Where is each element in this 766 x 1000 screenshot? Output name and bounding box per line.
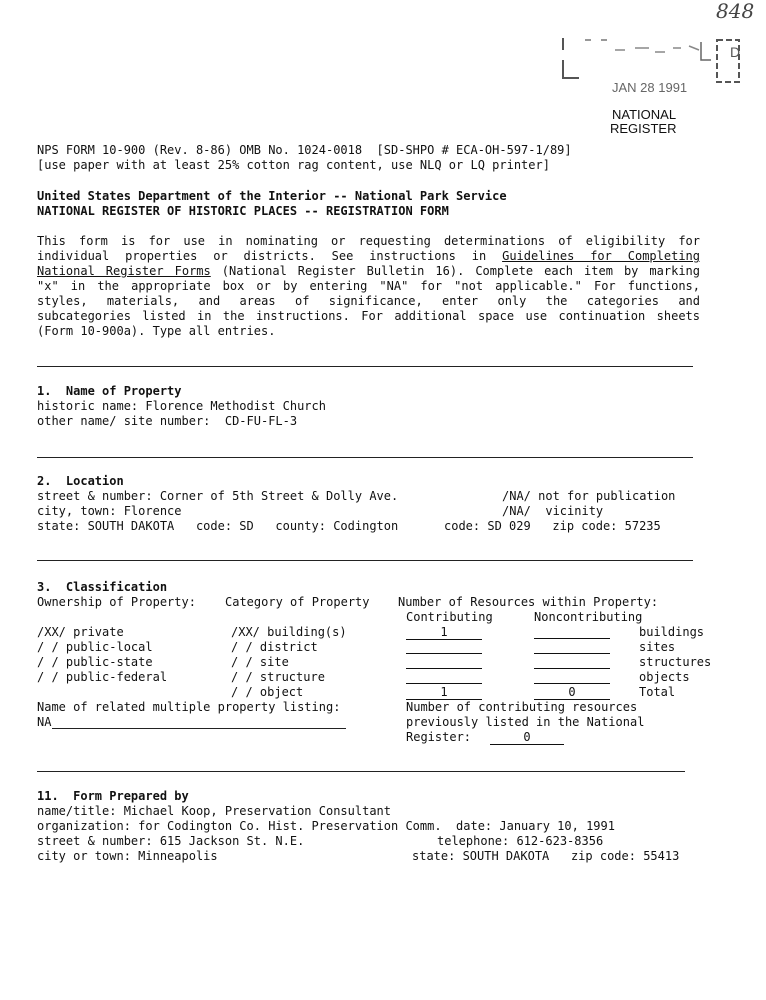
historic-name: historic name: Florence Methodist Church <box>37 399 326 413</box>
related-listing-blank <box>52 728 346 729</box>
location-state: state: SOUTH DAKOTA code: SD county: Codington <box>37 519 399 533</box>
category-object: / / object <box>231 685 304 699</box>
vicinity: /NA/ vicinity <box>502 504 604 518</box>
instructions-line-3 <box>37 264 700 279</box>
related-listing-label: Name of related multiple property listing: <box>37 700 341 714</box>
form-header-line1: NPS FORM 10-900 (Rev. 8-86) OMB No. 1024-0018 [SD-SHPO # ECA-OH-597-1/89] <box>37 143 572 157</box>
contributing-count <box>406 640 482 654</box>
previously-listed-line3: Register: <box>406 730 472 744</box>
resource-type-label: objects <box>639 670 690 684</box>
agency-line2: NATIONAL REGISTER OF HISTORIC PLACES -- REGISTRATION FORM <box>37 204 449 218</box>
noncontributing-total: 0 <box>534 686 610 700</box>
previously-listed-field <box>490 730 564 745</box>
noncontributing-count <box>534 655 610 669</box>
instructions-line-5: styles, materials, and areas of significance, enter only the categories and <box>37 294 700 308</box>
handwritten-note: 848 <box>716 0 755 23</box>
ownership-public-state: / / public-state <box>37 655 153 669</box>
register-label-line1: NATIONAL <box>612 107 677 122</box>
instructions-paragraph <box>37 234 700 339</box>
stamp-letter: D <box>730 44 741 60</box>
previously-listed-count: 0 <box>490 731 564 745</box>
divider <box>37 560 693 561</box>
ownership-public-federal: / / public-federal <box>37 670 168 684</box>
preparer-street: street & number: 615 Jackson St. N.E. <box>37 834 305 848</box>
section11-heading: 11. Form Prepared by <box>37 789 189 803</box>
ownership-label: Ownership of Property: <box>37 595 196 609</box>
register-label-line2: REGISTER <box>610 121 677 136</box>
ownership-private: /XX/ private <box>37 625 124 639</box>
previously-listed-line1: Number of contributing resources <box>406 700 638 714</box>
instructions-line-2a: individual properties or districts. See instructions in <box>37 249 487 263</box>
divider <box>37 457 693 458</box>
location-city: city, town: Florence <box>37 504 182 518</box>
divider <box>37 366 693 367</box>
other-name: other name/ site number: CD-FU-FL-3 <box>37 414 298 428</box>
category-structure: / / structure <box>231 670 325 684</box>
noncontributing-count <box>534 625 610 639</box>
resource-type-label: Total <box>639 685 676 699</box>
previously-listed-line2: previously listed in the National <box>406 715 645 729</box>
resource-row <box>406 625 482 640</box>
category-site: / / site <box>231 655 289 669</box>
preparer-city: city or town: Minneapolis <box>37 849 218 863</box>
section1-heading: 1. Name of Property <box>37 384 182 398</box>
resource-row <box>406 685 482 700</box>
agency-line1: United States Department of the Interior -- National Park Service <box>37 189 507 203</box>
contributing-total: 1 <box>406 686 482 700</box>
preparer-state-zip: state: SOUTH DAKOTA zip code: 55413 <box>412 849 680 863</box>
noncontributing-count <box>534 640 610 654</box>
contributing-count <box>406 655 482 669</box>
preparer-telephone: telephone: 612-623-8356 <box>437 834 604 848</box>
category-district: / / district <box>231 640 318 654</box>
resource-type-label: buildings <box>639 625 705 639</box>
resources-label: Number of Resources within Property: <box>398 595 659 609</box>
preparer-organization: organization: for Codington Co. Hist. Preservation Comm. date: January 10, 1991 <box>37 819 615 833</box>
section3-heading: 3. Classification <box>37 580 168 594</box>
related-listing-value: NA <box>37 715 52 729</box>
instructions-line-1: This form is for use in nominating or requesting determinations of eligibility for <box>37 234 700 248</box>
section2-heading: 2. Location <box>37 474 124 488</box>
noncontributing-count <box>534 670 610 684</box>
resource-row <box>534 685 610 700</box>
instructions-line-2 <box>37 249 700 264</box>
resource-type-label: sites <box>639 640 676 654</box>
guidelines-link-part2: National Register Forms <box>37 264 211 278</box>
divider <box>37 771 685 772</box>
resource-type-label: structures <box>639 655 712 669</box>
preparer-name: name/title: Michael Koop, Preservation Consultant <box>37 804 392 818</box>
not-for-publication: /NA/ not for publication <box>502 489 676 503</box>
category-buildings: /XX/ building(s) <box>231 625 347 639</box>
instructions-line-4: "x" in the appropriate box or by entering "NA" for "not applicable." For functions, <box>37 279 700 293</box>
guidelines-link-part1: Guidelines for Completing <box>502 249 700 263</box>
instructions-line-6: subcategories listed in the instructions. For additional space use continuation sheets <box>37 309 700 323</box>
category-label: Category of Property <box>225 595 370 609</box>
ownership-public-local: / / public-local <box>37 640 153 654</box>
instructions-line-7: (Form 10-900a). Type all entries. <box>37 324 276 338</box>
location-street: street & number: Corner of 5th Street & Dolly Ave. <box>37 489 399 503</box>
form-header-line2: [use paper with at least 25% cotton rag content, use NLQ or LQ printer] <box>37 158 550 172</box>
location-county-code: code: SD 029 zip code: 57235 <box>444 519 661 533</box>
stamp-date: JAN 28 1991 <box>612 80 688 95</box>
contributing-count <box>406 670 482 684</box>
contributing-label: Contributing <box>406 610 493 624</box>
instructions-line-3b: (National Register Bulletin 16). Complete each item by marking <box>221 264 700 278</box>
contributing-count: 1 <box>406 626 482 640</box>
noncontributing-label: Noncontributing <box>534 610 643 624</box>
